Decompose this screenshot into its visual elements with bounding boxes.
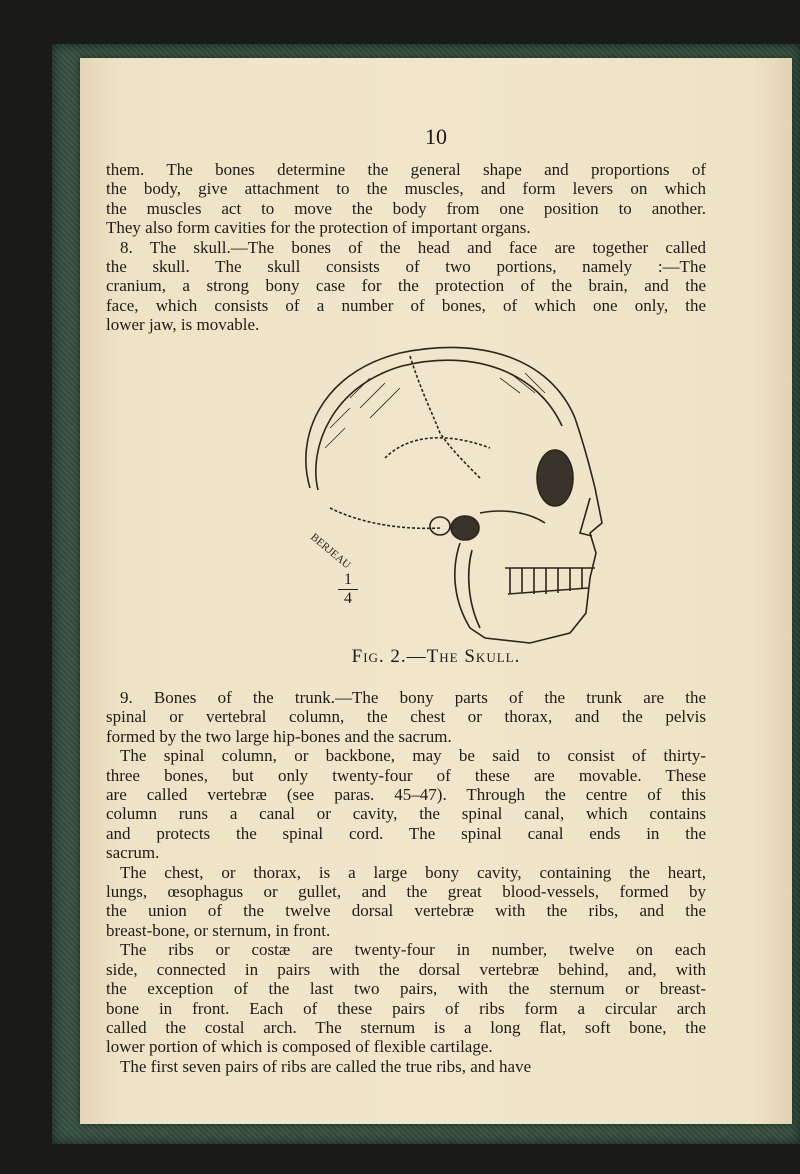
text-line: three bones, but only twenty-four of these are movable. These <box>106 765 706 785</box>
text-line: lower jaw, is movable. <box>106 315 260 335</box>
text-line: The ribs or costæ are twenty-four in number, twelve on each <box>120 940 706 960</box>
text-line: sacrum. <box>106 843 160 863</box>
figure-caption: Fig. 2.—The Skull. <box>351 646 521 667</box>
text-line: The first seven pairs of ribs are called the true ribs, and have <box>120 1056 532 1076</box>
text-line: them. The bones determine the general shape and proportions of <box>106 160 706 179</box>
text-line: formed by the two large hip-bones and the sacrum. <box>106 726 452 746</box>
text-line: the skull. The skull consists of two portions, namely :—The <box>106 257 706 277</box>
top-text-block <box>106 160 706 335</box>
text-line: 8. The skull.—The bones of the head and face are together called <box>120 237 706 257</box>
text-line: The spinal column, or backbone, may be said to consist of thirty- <box>120 746 706 766</box>
paragraph <box>106 688 706 746</box>
paragraph <box>106 940 706 1056</box>
text-line: They also form cavities for the protection of important organs. <box>106 218 531 238</box>
text-line: 9. Bones of the trunk.—The bony parts of the trunk are the <box>120 688 706 707</box>
paragraph <box>106 863 706 941</box>
page-number: 10 <box>425 124 447 149</box>
paragraph <box>106 1057 706 1076</box>
paragraph <box>106 238 706 335</box>
text-line: side, connected in pairs with the dorsal vertebræ behind, and, with <box>106 959 706 979</box>
text-line: face, which consists of a number of bones, of which one only, the <box>106 295 706 315</box>
scale-numerator: 1 <box>344 571 352 588</box>
text-line: and protects the spinal cord. The spinal canal ends in the <box>106 823 706 843</box>
scale-fraction <box>336 572 360 607</box>
text-line: called the costal arch. The sternum is a long flat, soft bone, the <box>106 1017 706 1037</box>
text-line: the union of the twelve dorsal vertebræ with the ribs, and the <box>106 901 706 921</box>
text-line: lower portion of which is composed of flexible cartilage. <box>106 1037 493 1057</box>
text-line: lungs, œsophagus or gullet, and the great blood-vessels, formed by <box>106 882 706 902</box>
text-line: cranium, a strong bony case for the protection of the brain, and the <box>106 276 706 296</box>
text-line: column runs a canal or cavity, the spinal canal, which contains <box>106 804 706 824</box>
scale-denominator: 4 <box>344 590 352 607</box>
paragraph <box>106 746 706 862</box>
text-line: spinal or vertebral column, the chest or thorax, and the pelvis <box>106 707 706 727</box>
bottom-text-block <box>106 688 706 1076</box>
paragraph <box>106 160 706 238</box>
text-line: the exception of the last two pairs, with the sternum or breast- <box>106 979 706 999</box>
text-line: The chest, or thorax, is a large bony cavity, containing the heart, <box>120 862 706 882</box>
text-line: the body, give attachment to the muscles, and form levers on which <box>106 179 706 199</box>
text-line: the muscles act to move the body from one position to another. <box>106 198 706 218</box>
artist-signature: BERJEAU <box>308 531 353 572</box>
text-line: are called vertebræ (see paras. 45–47). Through the centre of this <box>106 785 706 805</box>
text-line: bone in front. Each of these pairs of ribs form a circular arch <box>106 998 706 1018</box>
text-line: breast-bone, or sternum, in front. <box>106 920 331 940</box>
